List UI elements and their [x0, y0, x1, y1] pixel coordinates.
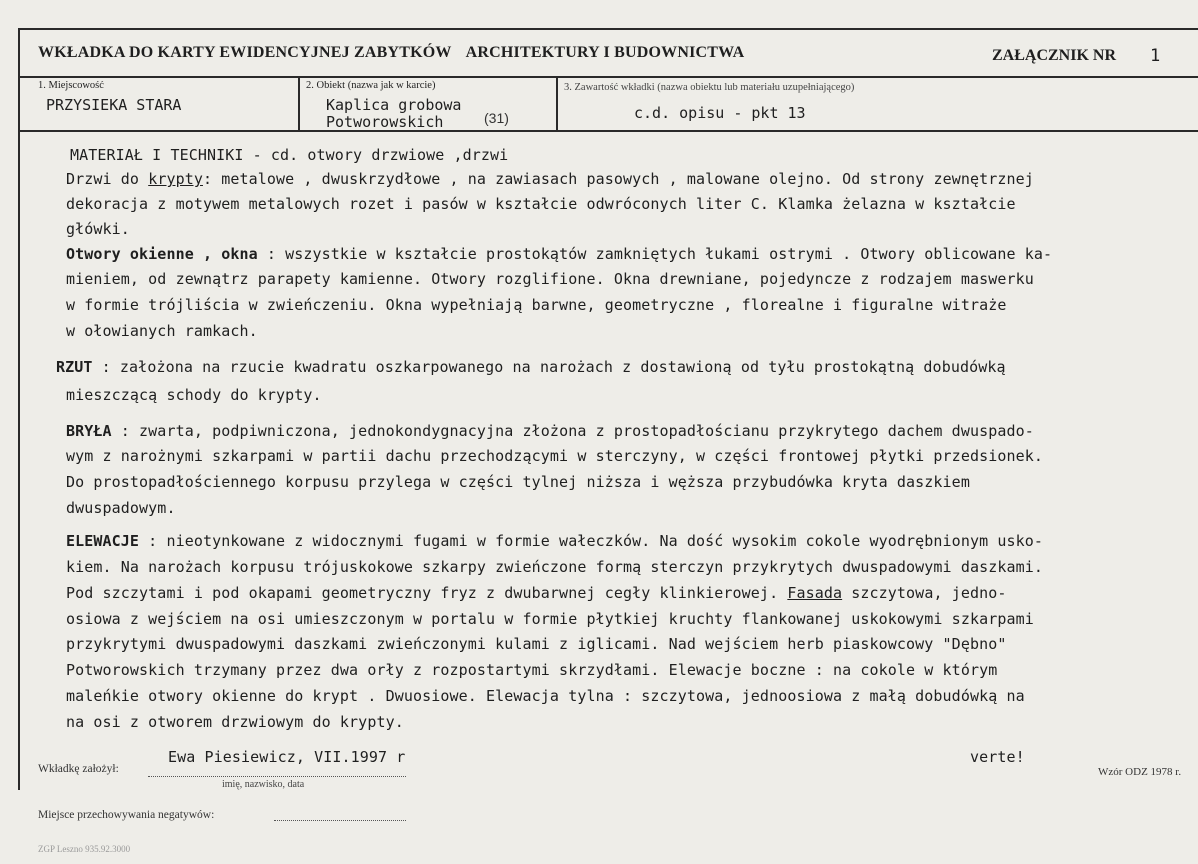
- heading-otwory-okienne: Otwory okienne , okna: [66, 245, 258, 263]
- fields-rule: [18, 130, 1198, 132]
- body-line-19: przykrytymi dwuspadowymi daszkami zwieńczonymi kulami z iglicami. Nad wejściem herb piaskowcowy "Dębno": [66, 635, 1007, 653]
- negatives-dotted-line: [274, 820, 406, 821]
- body-line-7: w formie trójliścia w zwieńczeniu. Okna wypełniają barwne, geometryczne , florealne i figuralne witraże: [66, 296, 1007, 314]
- top-border: [18, 28, 1198, 30]
- body-line-2c: : metalowe , dwuskrzydłowe , na zawiasach pasowych , malowane olejno. Od strony zewnętrznej: [202, 170, 1034, 188]
- body-line-5: [66, 245, 1052, 263]
- content-label: 3. Zawartość wkładki (nazwa obiektu lub materiału uzupełniającego): [564, 82, 855, 93]
- body-line-10: mieszczącą schody do krypty.: [66, 386, 322, 404]
- author-caption: imię, nazwisko, data: [222, 779, 305, 790]
- attachment-number: 1: [1150, 46, 1161, 66]
- form-title-part2: ARCHITEKTURY I BUDOWNICTWA: [465, 44, 745, 61]
- author-dotted-line: [148, 776, 406, 777]
- field-divider-2: [556, 76, 558, 130]
- body-line-15b: : nieotynkowane z widocznymi fugami w formie wałeczków. Na dość wysokim cokole wyodrębnionym usko-: [139, 532, 1043, 550]
- attachment-label: ZAŁĄCZNIK NR: [992, 47, 1117, 64]
- body-line-17: [66, 584, 1007, 602]
- body-line-8: w ołowianych ramkach.: [66, 322, 258, 340]
- body-line-17c: szczytowa, jedno-: [842, 584, 1007, 602]
- body-line-22: na osi z otworem drzwiowym do krypty.: [66, 713, 404, 731]
- body-line-2b: krypty: [148, 170, 203, 188]
- body-line-11: [66, 422, 1034, 440]
- body-line-11b: : zwarta, podpiwniczona, jednokondygnacyjna złożona z prostopadłościanu przykrytego dachem dwuspado-: [111, 422, 1034, 440]
- body-line-17b: Fasada: [787, 584, 843, 602]
- body-line-18: osiowa z wejściem na osi umieszczonym w portalu w formie płytkiej kruchty flankowanej uskokowymi szkarpami: [66, 610, 1034, 628]
- locality-label: 1. Miejscowość: [38, 80, 104, 91]
- body-line-21: maleńkie otwory okienne do krypt . Dwuosiowe. Elewacja tylna : szczytowa, jednoosiowa z małą dobudówką na: [66, 687, 1025, 705]
- body-line-9b: : założona na rzucie kwadratu oszkarpowanego na narożach z dostawioną od tyłu prostokątną dobudówką: [92, 358, 1006, 376]
- negatives-label: Miejsce przechowywania negatywów:: [38, 809, 215, 821]
- header-rule: [18, 76, 1198, 78]
- author-label: Wkładkę założył:: [38, 763, 119, 775]
- body-line-6: mieniem, od zewnątrz parapety kamienne. Otwory rozglifione. Okna drewniane, pojedyncze z rodzajem maswerku: [66, 270, 1034, 288]
- body-line-3: dekoracja z motywem metalowych rozet i pasów w kształcie odwróconych liter C. Klamka żelazna w kształcie: [66, 195, 1016, 213]
- body-line-13: Do prostopadłościennego korpusu przylega w części tylnej niższa i węższa przybudówka kryta daszkiem: [66, 473, 970, 491]
- field-divider-1: [298, 76, 300, 130]
- body-line-2: [66, 170, 1034, 188]
- author-value: Ewa Piesiewicz, VII.1997 r: [168, 748, 406, 766]
- body-line-14: dwuspadowym.: [66, 499, 176, 517]
- content-value: c.d. opisu - pkt 13: [634, 104, 806, 122]
- heading-rzut: RZUT: [56, 358, 93, 376]
- form-code: Wzór ODZ 1978 r.: [1098, 766, 1182, 778]
- left-border: [18, 30, 20, 790]
- body-line-1: MATERIAŁ I TECHNIKI - cd. otwory drzwiowe ,drzwi: [70, 146, 509, 164]
- body-line-5b: : wszystkie w kształcie prostokątów zamkniętych łukami ostrymi . Otwory oblicowane ka-: [257, 245, 1053, 263]
- body-line-4: główki.: [66, 220, 130, 238]
- verte-note: verte!: [970, 748, 1025, 766]
- printer-mark: ZGP Leszno 935.92.3000: [38, 844, 131, 854]
- body-line-15: [66, 532, 1043, 550]
- object-label: 2. Obiekt (nazwa jak w karcie): [306, 80, 436, 91]
- body-line-9: [56, 358, 1006, 376]
- locality-value: PRZYSIEKA STARA: [46, 96, 182, 114]
- body-line-16: kiem. Na narożach korpusu trójuskokowe szkarpy zwieńczone formą sterczyn przykrytych dwuspadowymi daszkami.: [66, 558, 1043, 576]
- heading-elewacje: ELEWACJE: [66, 532, 140, 550]
- form-title: [38, 44, 744, 62]
- object-value-line2: Potworowskich: [326, 113, 444, 131]
- handwritten-number: (31): [484, 110, 509, 126]
- body-line-20: Potworowskich trzymany przez dwa orły z rozpostartymi skrzydłami. Elewacje boczne : na cokole w którym: [66, 661, 998, 679]
- object-value-line1: Kaplica grobowa: [326, 96, 462, 114]
- heading-bryla: BRYŁA: [66, 422, 112, 440]
- body-line-12: wym z narożnymi szkarpami w partii dachu przechodzącymi w sterczyny, w części frontowej płytki przedsionek.: [66, 447, 1043, 465]
- body-line-2a: Drzwi do: [66, 170, 149, 188]
- body-line-17a: Pod szczytami i pod okapami geometryczny fryz z dwubarwnej cegły klinkierowej.: [66, 584, 788, 602]
- form-title-part1: WKŁADKA DO KARTY EWIDENCYJNEJ ZABYTKÓW: [38, 44, 452, 61]
